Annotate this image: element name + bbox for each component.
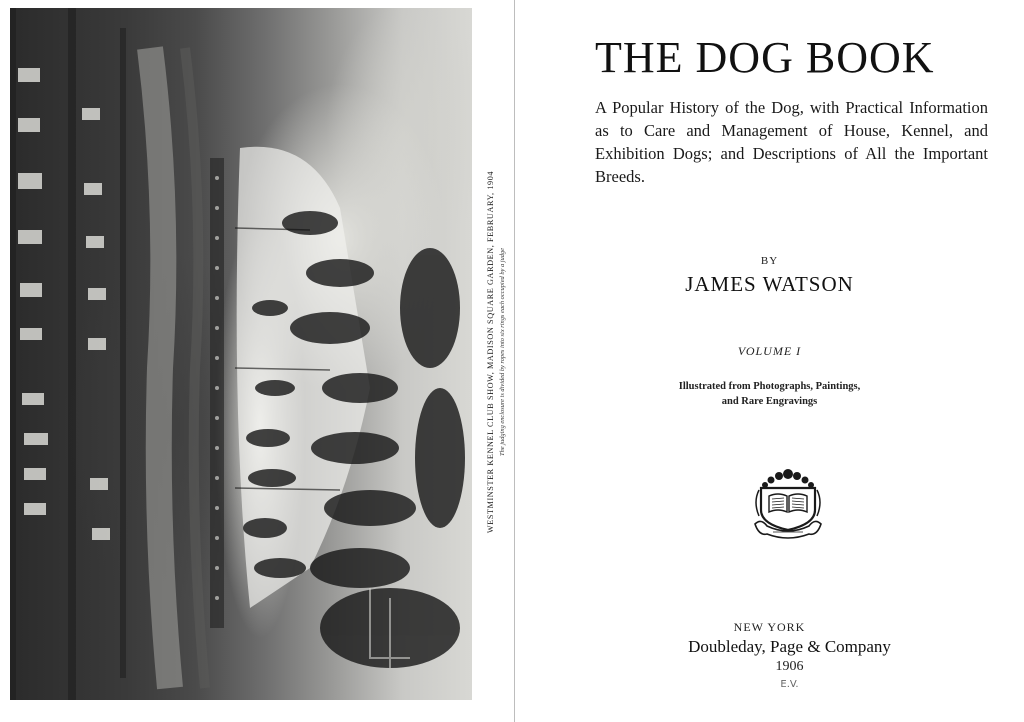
illustration-note-line-1: Illustrated from Photographs, Paintings,: [678, 381, 861, 392]
author-name: JAMES WATSON: [685, 272, 854, 296]
dog-show-photo-illustration: [10, 8, 472, 700]
caption-main: WESTMINSTER KENNEL CLUB SHOW, MADISON SQUARE GARDEN, FEBRUARY, 1904: [486, 170, 495, 534]
illustration-note: [515, 379, 1024, 409]
frontispiece-caption: [478, 0, 514, 722]
publication-year: 1906: [775, 659, 804, 674]
book-subtitle: A Popular History of the Dog, with Practical Information as to Care and Management of House, Kennel, and Exhibition Dogs; and Descriptions of All the Important Breeds.: [595, 98, 988, 186]
caption-sub: The judging enclosure is divided by ropes into six rings each occupied by a judge: [499, 248, 506, 456]
title-page: [515, 0, 1024, 722]
book-title: THE DOG BOOK: [595, 33, 935, 82]
by-line: BY: [760, 255, 779, 267]
publication-place: NEW YORK: [733, 620, 806, 634]
handwritten-initials: E.V.: [780, 679, 799, 690]
illustration-note-line-2: and Rare Engravings: [721, 396, 818, 407]
publisher-device-icon: [753, 466, 823, 542]
frontispiece-photo: [10, 8, 472, 700]
publisher-name: Doubleday, Page & Company: [688, 637, 891, 656]
volume-label: VOLUME I: [737, 344, 802, 358]
